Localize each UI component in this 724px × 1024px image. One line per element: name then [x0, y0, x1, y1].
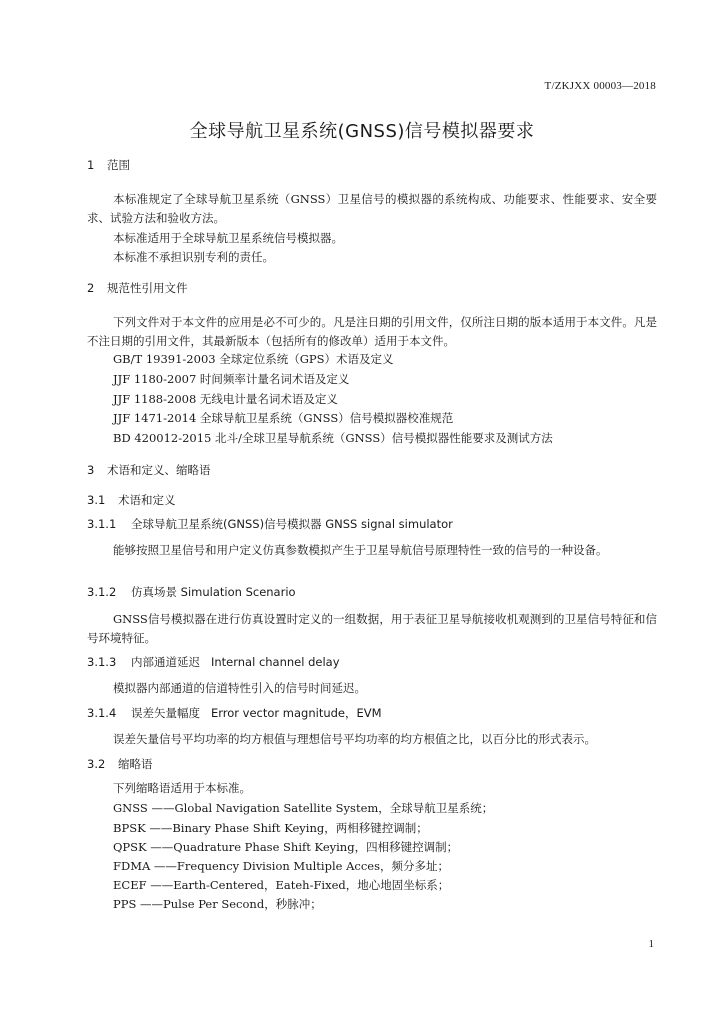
reference-item: JJF 1188-2008 无线电计量名词术语及定义 — [113, 392, 338, 406]
abbreviation-item: PPS ——Pulse Per Second，秒脉冲； — [113, 897, 322, 911]
page-number: 1 — [648, 938, 654, 950]
subsection-3-1-heading — [87, 492, 176, 508]
section-number: 3.1.3 — [87, 655, 117, 669]
section-title: 缩略语 — [118, 757, 153, 771]
section-title: 仿真场景 Simulation Scenario — [131, 585, 296, 599]
section-1-paragraph-1: 本标准规定了全球导航卫星系统（GNSS）卫星信号的模拟器的系统构成、功能要求、性能要求、安全要求、试验方法和验收方法。 — [87, 192, 657, 225]
abbreviation-item: BPSK ——Binary Phase Shift Keying，两相移键控调制； — [113, 821, 428, 835]
section-1-paragraph-2: 本标准适用于全球导航卫星系统信号模拟器。 — [113, 231, 343, 245]
abbreviation-item: GNSS ——Global Navigation Satellite System，全球导航卫星系统； — [113, 801, 494, 815]
section-title: 全球导航卫星系统(GNSS)信号模拟器 GNSS signal simulator — [131, 517, 453, 531]
abbreviations-intro: 下列缩略语适用于本标准。 — [113, 781, 251, 795]
section-title: 术语和定义 — [118, 493, 176, 507]
section-number: 3.1.2 — [87, 585, 117, 599]
section-title: 术语和定义、缩略语 — [107, 463, 211, 477]
term-3-1-2-heading — [87, 584, 296, 600]
section-2-heading — [87, 280, 188, 296]
section-1-paragraph-3: 本标准不承担识别专利的责任。 — [113, 250, 274, 264]
section-3-heading — [87, 462, 211, 478]
section-number: 3.2 — [87, 757, 106, 771]
section-title: 规范性引用文件 — [107, 281, 188, 295]
section-title: 内部通道延迟 Internal channel delay — [131, 655, 340, 669]
term-3-1-3-definition: 模拟器内部通道的信道特性引入的信号时间延迟。 — [113, 681, 366, 695]
document-title: 全球导航卫星系统(GNSS)信号模拟器要求 — [189, 121, 535, 142]
section-number: 3.1 — [87, 493, 106, 507]
term-3-1-1-heading — [87, 516, 453, 532]
reference-item: BD 420012-2015 北斗/全球卫星导航系统（GNSS）信号模拟器性能要求及测试方法 — [113, 431, 553, 445]
section-number: 2 — [87, 281, 95, 295]
subsection-3-2-heading — [87, 756, 153, 772]
abbreviation-item: FDMA ——Frequency Division Multiple Acces，频分多址； — [113, 859, 449, 873]
reference-item: JJF 1180-2007 时间频率计量名词术语及定义 — [113, 372, 350, 386]
abbreviation-item: QPSK ——Quadrature Phase Shift Keying，四相移键控调制； — [113, 840, 459, 854]
term-3-1-4-heading — [87, 705, 382, 721]
abbreviation-item: ECEF ——Earth-Centered，Eateh-Fixed，地心地固坐标系； — [113, 878, 450, 892]
term-3-1-4-definition: 误差矢量信号平均功率的均方根值与理想信号平均功率的均方根值之比，以百分比的形式表示。 — [113, 732, 596, 746]
section-1-heading — [87, 157, 130, 173]
section-number: 1 — [87, 158, 95, 172]
term-3-1-1-definition: 能够按照卫星信号和用户定义仿真参数模拟产生于卫星导航信号原理特性一致的信号的一种设备。 — [113, 543, 608, 557]
term-3-1-2-definition: GNSS信号模拟器在进行仿真设置时定义的一组数据，用于表征卫星导航接收机观测到的卫星信号特征和信号环境特征。 — [87, 612, 657, 645]
section-2-paragraph-1: 下列文件对于本文件的应用是必不可少的。凡是注日期的引用文件，仅所注日期的版本适用于本文件。凡是不注日期的引用文件，其最新版本（包括所有的修改单）适用于本文件。 — [87, 315, 657, 348]
section-number: 3 — [87, 463, 95, 477]
reference-item: GB/T 19391-2003 全球定位系统（GPS）术语及定义 — [113, 352, 394, 366]
section-number: 3.1.4 — [87, 706, 117, 720]
section-title: 误差矢量幅度 Error vector magnitude，EVM — [131, 706, 382, 720]
section-title: 范围 — [107, 158, 130, 172]
term-3-1-3-heading — [87, 654, 340, 670]
section-number: 3.1.1 — [87, 517, 117, 531]
document-code: T/ZKJXX 00003—2018 — [544, 80, 656, 92]
reference-item: JJF 1471-2014 全球导航卫星系统（GNSS）信号模拟器校准规范 — [113, 411, 454, 425]
